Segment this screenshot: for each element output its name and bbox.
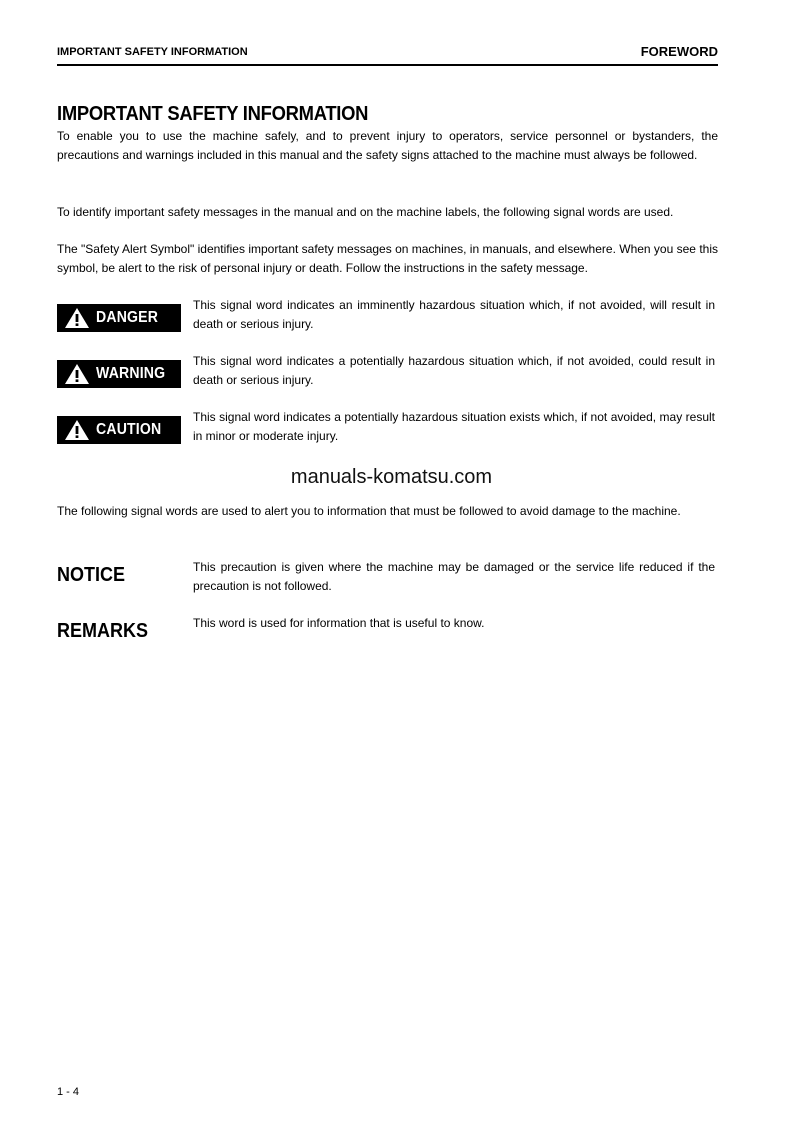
- safety-alert-icon: [64, 363, 90, 385]
- safety-alert-paragraph: The "Safety Alert Symbol" identifies important safety messages on machines, in manuals, and elsewhere. When you see this symbol, be alert to the risk of personal injury or death. Follow the instructions in the safety message.: [57, 242, 718, 275]
- page-number: 1 - 4: [57, 1086, 80, 1098]
- notice-label: NOTICE: [57, 564, 126, 586]
- watermark-label: manuals-komatsu.com: [290, 466, 493, 488]
- caution-badge: [57, 416, 181, 444]
- header-rule: [57, 64, 718, 66]
- remarks-label: REMARKS: [57, 620, 149, 642]
- page-title: IMPORTANT SAFETY INFORMATION: [57, 103, 369, 125]
- remarks-description: This word is used for information that is useful to know.: [193, 616, 485, 630]
- notice-description: This precaution is given where the machine may be damaged or the service life reduced if the precaution is not followed.: [193, 560, 715, 593]
- running-header-chapter: FOREWORD: [640, 44, 718, 59]
- running-header-section: IMPORTANT SAFETY INFORMATION: [57, 46, 248, 58]
- signal-words-paragraph: To identify important safety messages in the manual and on the machine labels, the following signal words are used.: [57, 205, 674, 219]
- safety-alert-icon: [64, 307, 90, 329]
- warning-description: This signal word indicates a potentially hazardous situation which, if not avoided, could result in death or serious injury.: [193, 354, 715, 387]
- caution-description: This signal word indicates a potentially hazardous situation exists which, if not avoided, may result in minor or moderate injury.: [193, 410, 715, 443]
- danger-badge: [57, 304, 181, 332]
- safety-alert-icon: [64, 419, 90, 441]
- damage-alert-paragraph: The following signal words are used to alert you to information that must be followed to avoid damage to the machine.: [57, 504, 681, 518]
- intro-paragraph: To enable you to use the machine safely, and to prevent injury to operators, service personnel or bystanders, the precautions and warnings included in this manual and the safety signs attached to the machine must always be followed.: [57, 129, 718, 162]
- warning-label: WARNING: [96, 365, 166, 382]
- warning-badge: [57, 360, 181, 388]
- danger-description: This signal word indicates an imminently hazardous situation which, if not avoided, will result in death or serious injury.: [193, 298, 715, 331]
- danger-label: DANGER: [96, 309, 159, 326]
- watermark-text: [0, 466, 793, 489]
- caution-label: CAUTION: [96, 421, 162, 438]
